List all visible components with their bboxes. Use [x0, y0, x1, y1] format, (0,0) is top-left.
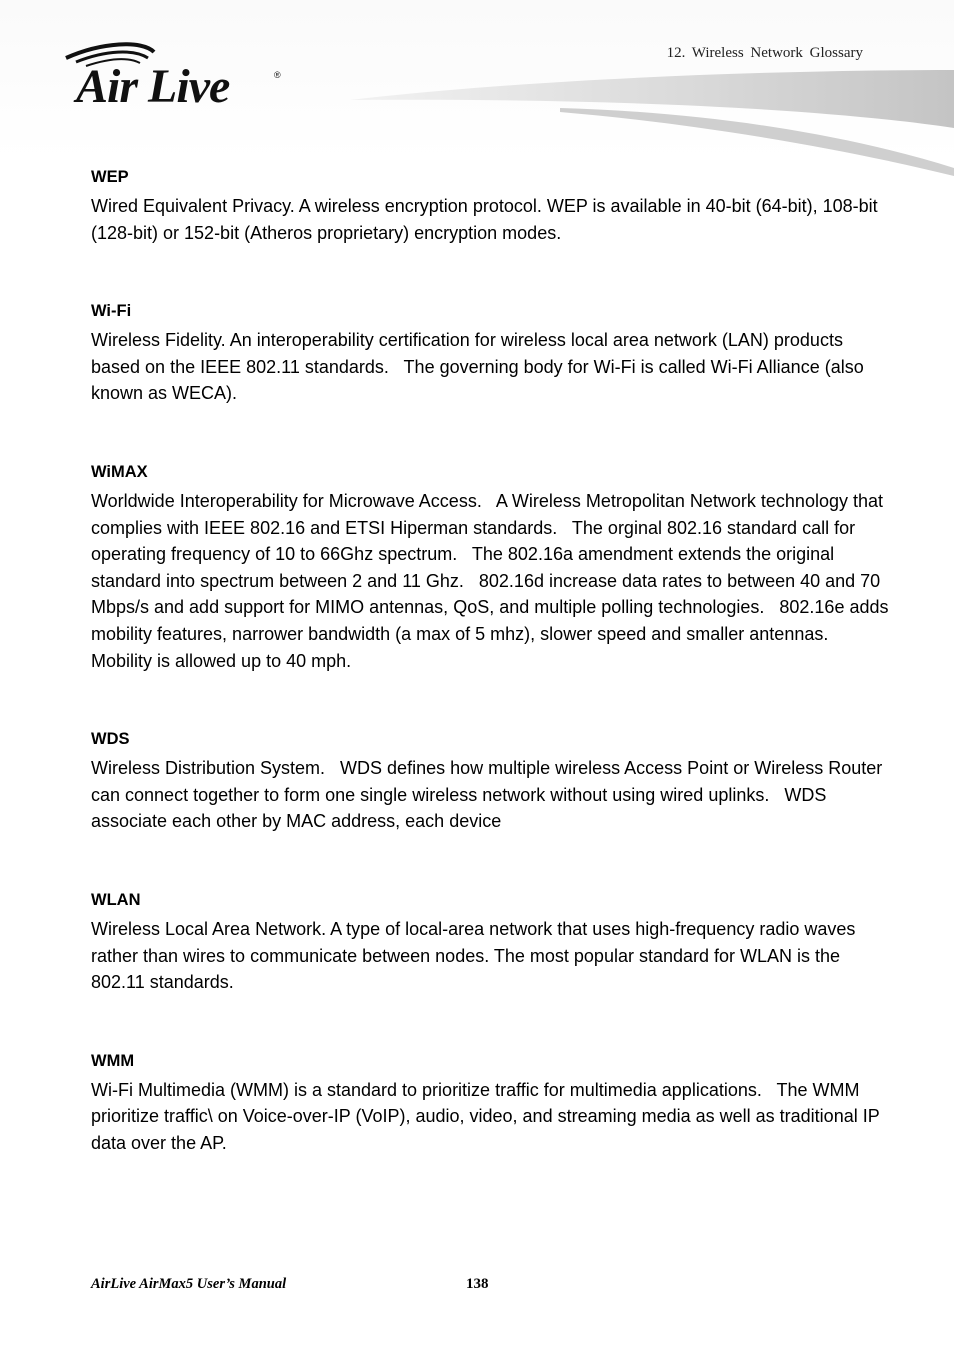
- glossary-entry-wlan: [91, 890, 891, 996]
- glossary-definition: Wired Equivalent Privacy. A wireless encryption protocol. WEP is available in 40-bit (64-bit), 108-bit (128-bit) or 152-bit (Atheros proprietary) encryption modes.: [91, 196, 883, 243]
- glossary-term: WDS: [91, 730, 130, 749]
- glossary-definition: Worldwide Interoperability for Microwave Access. A Wireless Metropolitan Network technology that complies with IEEE 802.16 and ETSI Hiperman standards. The orginal 802.16 standard call for operating frequency of 10 to 66Ghz spectrum. The 802.16a amendment extends the original standard into spectrum between 2 and 11 Ghz. 802.16d increase data rates to between 40 and 70 Mbps/s and add support for MIMO antennas, QoS, and multiple polling technologies. 802.16e adds mobility features, narrower bandwidth (a max of 5 mhz), slower speed and smaller antennas. Mobility is allowed up to 40 mph.: [91, 490, 894, 671]
- chapter-title: 12. Wireless Network Glossary: [666, 45, 863, 61]
- glossary-entry-wifi: [91, 301, 891, 407]
- glossary-term: WLAN: [91, 890, 141, 909]
- glossary-term: WEP: [91, 168, 129, 186]
- page-number: 138: [466, 1276, 489, 1292]
- glossary-term: Wi-Fi: [91, 302, 132, 321]
- svg-text:®: ®: [274, 70, 281, 80]
- glossary-definition: Wireless Distribution System. WDS defines how multiple wireless Access Point or Wireless Router can connect together to form one single wireless network without using wired uplinks. WDS associate each other by MAC address, each device: [91, 758, 888, 832]
- glossary-entry-wmm: [91, 1051, 891, 1157]
- glossary-definition: Wireless Local Area Network. A type of local-area network that uses high-frequency radio waves rather than wires to communicate between nodes. The most popular standard for WLAN is the 802.11 standards.: [91, 918, 861, 993]
- glossary-definition: Wireless Fidelity. An interoperability certification for wireless local area network (LAN) products based on the IEEE 802.11 standards. The governing body for Wi-Fi is called Wi-Fi Alliance (also known as WECA).: [91, 330, 869, 404]
- glossary-entry-wep: [91, 167, 891, 246]
- glossary-entry-wimax: [91, 462, 894, 674]
- glossary-definition: Wi-Fi Multimedia (WMM) is a standard to prioritize traffic for multimedia applications. The WMM prioritize traffic\ on Voice-over-IP (VoIP), audio, video, and streaming media as well as traditional IP data over the AP.: [91, 1079, 885, 1153]
- footer-manual-title: AirLive AirMax5 User’s Manual: [91, 1276, 287, 1292]
- glossary-term: WiMAX: [91, 462, 148, 481]
- airlive-logo: [62, 40, 292, 110]
- svg-text:Air Live: Air Live: [76, 60, 230, 110]
- glossary-content: [91, 167, 894, 1156]
- glossary-term: WMM: [91, 1051, 135, 1070]
- glossary-entry-wds: [91, 729, 891, 835]
